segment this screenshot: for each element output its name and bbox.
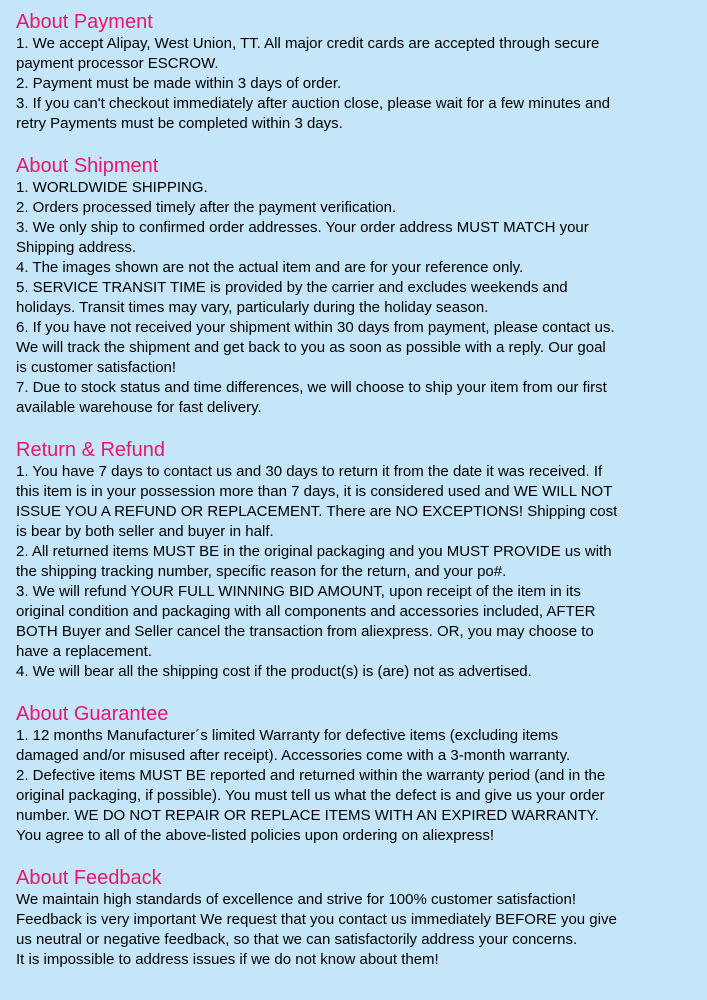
section-body bbox=[16, 726, 693, 846]
section-title: About Shipment bbox=[16, 155, 159, 177]
body-line: It is impossible to address issues if we do not know about them! bbox=[16, 951, 439, 968]
body-line: 7. Due to stock status and time differences, we will choose to ship your item from our first bbox=[16, 379, 607, 396]
body-line: 1. We accept Alipay, West Union, TT. All major credit cards are accepted through secure bbox=[16, 35, 600, 52]
body-line: 6. If you have not received your shipment within 30 days from payment, please contact us. bbox=[16, 319, 615, 336]
section-title: About Feedback bbox=[16, 867, 162, 889]
section-title: About Payment bbox=[16, 11, 153, 33]
body-line: 4. We will bear all the shipping cost if the product(s) is (are) not as advertised. bbox=[16, 663, 532, 680]
section-body bbox=[16, 890, 693, 970]
section-return-refund bbox=[16, 438, 693, 682]
body-line: is bear by both seller and buyer in half. bbox=[16, 523, 274, 540]
section-title: About Guarantee bbox=[16, 703, 169, 725]
body-line: us neutral or negative feedback, so that we can satisfactorily address your concerns. bbox=[16, 931, 578, 948]
body-line: We will track the shipment and get back to you as soon as possible with a reply. Our goal bbox=[16, 339, 606, 356]
section-about-guarantee bbox=[16, 702, 693, 846]
body-line: BOTH Buyer and Seller cancel the transaction from aliexpress. OR, you may choose to bbox=[16, 623, 594, 640]
body-line: 2. Defective items MUST BE reported and returned within the warranty period (and in the bbox=[16, 767, 606, 784]
body-line: number. WE DO NOT REPAIR OR REPLACE ITEMS WITH AN EXPIRED WARRANTY. bbox=[16, 807, 599, 824]
section-body bbox=[16, 178, 693, 418]
body-line: this item is in your possession more than 7 days, it is considered used and WE WILL NOT bbox=[16, 483, 613, 500]
body-line: damaged and/or misused after receipt). Accessories come with a 3-month warranty. bbox=[16, 747, 571, 764]
body-line: original packaging, if possible). You must tell us what the defect is and give us your order bbox=[16, 787, 605, 804]
section-body bbox=[16, 34, 693, 134]
section-about-feedback bbox=[16, 866, 693, 970]
body-line: 2. Payment must be made within 3 days of order. bbox=[16, 75, 342, 92]
body-line: available warehouse for fast delivery. bbox=[16, 399, 262, 416]
body-line: 3. If you can't checkout immediately after auction close, please wait for a few minutes and bbox=[16, 95, 611, 112]
body-line: holidays. Transit times may vary, particularly during the holiday season. bbox=[16, 299, 489, 316]
body-line: 1. 12 months Manufacturer´s limited Warranty for defective items (excluding items bbox=[16, 727, 559, 744]
body-line: 5. SERVICE TRANSIT TIME is provided by the carrier and excludes weekends and bbox=[16, 279, 568, 296]
body-line: 3. We only ship to confirmed order addresses. Your order address MUST MATCH your bbox=[16, 219, 589, 236]
body-line: 1. You have 7 days to contact us and 30 days to return it from the date it was received. If bbox=[16, 463, 603, 480]
body-line: We maintain high standards of excellence and strive for 100% customer satisfaction! bbox=[16, 891, 577, 908]
body-line: is customer satisfaction! bbox=[16, 359, 177, 376]
body-line: 2. Orders processed timely after the payment verification. bbox=[16, 199, 397, 216]
body-line: 2. All returned items MUST BE in the original packaging and you MUST PROVIDE us with bbox=[16, 543, 612, 560]
body-line: 1. WORLDWIDE SHIPPING. bbox=[16, 179, 208, 196]
section-body bbox=[16, 462, 693, 682]
section-title: Return & Refund bbox=[16, 439, 165, 461]
body-line: Feedback is very important We request that you contact us immediately BEFORE you give bbox=[16, 911, 617, 928]
body-line: have a replacement. bbox=[16, 643, 152, 660]
body-line: ISSUE YOU A REFUND OR REPLACEMENT. There are NO EXCEPTIONS! Shipping cost bbox=[16, 503, 618, 520]
body-line: You agree to all of the above-listed policies upon ordering on aliexpress! bbox=[16, 827, 495, 844]
body-line: payment processor ESCROW. bbox=[16, 55, 219, 72]
section-about-payment bbox=[16, 10, 693, 134]
body-line: retry Payments must be completed within 3 days. bbox=[16, 115, 343, 132]
body-line: original condition and packaging with all components and accessories included, AFTER bbox=[16, 603, 596, 620]
body-line: 3. We will refund YOUR FULL WINNING BID AMOUNT, upon receipt of the item in its bbox=[16, 583, 581, 600]
section-about-shipment bbox=[16, 154, 693, 418]
body-line: Shipping address. bbox=[16, 239, 137, 256]
body-line: 4. The images shown are not the actual item and are for your reference only. bbox=[16, 259, 524, 276]
body-line: the shipping tracking number, specific reason for the return, and your po#. bbox=[16, 563, 507, 580]
